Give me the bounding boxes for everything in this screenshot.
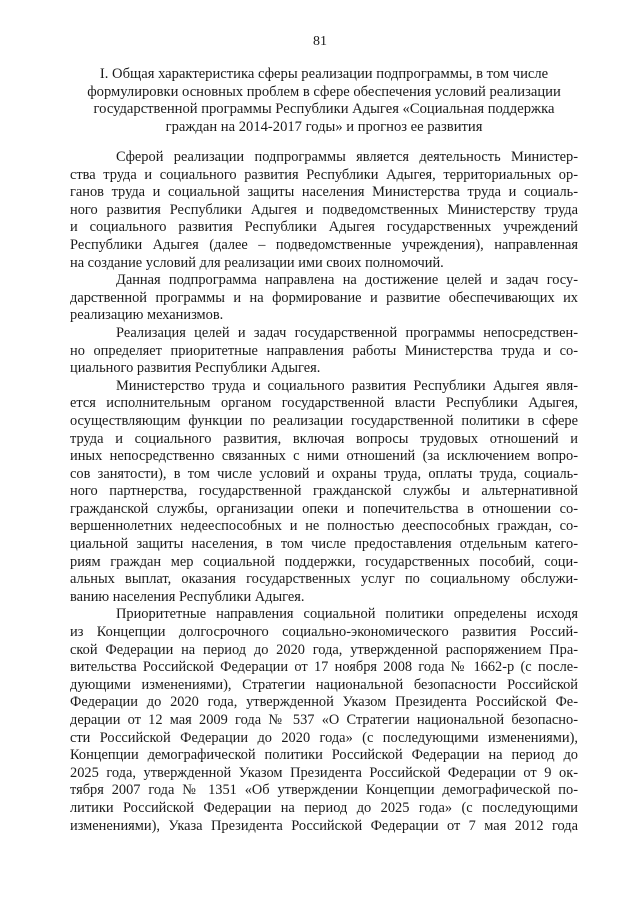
paragraph-line: дарственной программы и на формирование и развитие обеспечивающих их <box>70 289 578 306</box>
paragraph-line: ства труда и социального развития Республики Адыгея, территориальных ор- <box>70 166 578 183</box>
paragraph-line: вершеннолетних недееспособных и не полностью дееспособных граждан, со- <box>70 518 578 535</box>
paragraph-line: сти Российской Федерации до 2020 года» (с последующими изменениями), <box>70 729 578 746</box>
paragraph-line: и социального развития Республики Адыгея государственных учреждений <box>70 219 578 236</box>
paragraph-line: литики Российской Федерации на период до 2025 года» (с последующими <box>70 799 578 816</box>
paragraph-line: сов занятости), в том числе условий и охраны труда, оплаты труда, социаль- <box>70 465 578 482</box>
paragraph <box>70 149 578 272</box>
paragraph-line: ганов труда и социальной защиты населения Министерства труда и социаль- <box>70 184 578 201</box>
heading-line: формулировки основных проблем в сфере обеспечения условий реализации <box>87 83 561 100</box>
document-body <box>70 149 578 835</box>
paragraph-line: ванию населения Республики Адыгея. <box>70 588 305 605</box>
paragraph-line: реализацию механизмов. <box>70 307 224 324</box>
paragraph-line: Данная подпрограмма направлена на достижение целей и задач госу- <box>116 272 578 289</box>
page-number: 81 <box>313 34 327 49</box>
paragraph-line: 2025 года, утвержденной Указом Президента Российской Федерации от 9 ок- <box>70 764 578 781</box>
section-heading <box>70 66 578 136</box>
paragraph-line: тября 2007 года № 1351 «Об утверждении Концепции демографической по- <box>70 782 578 799</box>
paragraph-line: Министерство труда и социального развития Республики Адыгея явля- <box>116 377 578 394</box>
paragraph <box>70 325 578 378</box>
paragraph-line: ного развития Республики Адыгея и подведомственных Министерству труда <box>70 201 578 218</box>
paragraph-line: дующими изменениями), Стратегии национальной безопасности Российской <box>70 676 578 693</box>
paragraph-line: Концепции демографической политики Российской Федерации на период до <box>70 747 578 764</box>
paragraph-line: но определяет приоритетные направления работы Министерства труда и со- <box>70 342 578 359</box>
paragraph-line: Сферой реализации подпрограммы является деятельность Министер- <box>116 149 578 165</box>
paragraph-line: Республики Адыгея (далее – подведомственные учреждения), направленная <box>70 236 578 253</box>
heading-line: I. Общая характеристика сферы реализации подпрограммы, в том числе <box>99 66 549 82</box>
paragraph-line: иных непосредственно связанных с ними отношений (за исключением вопро- <box>70 448 578 465</box>
paragraph-line: риям граждан мер социальной поддержки, государственных пособий, соци- <box>70 553 578 570</box>
paragraph-line: гражданской службы, организации опеки и попечительства в отношении со- <box>70 500 578 517</box>
paragraph-line: Федерации до 2020 года, утвержденной Указом Президента Российской Фе- <box>70 694 578 711</box>
paragraph-line: на создание условий для реализации ими своих полномочий. <box>70 254 444 271</box>
paragraph <box>70 378 578 607</box>
paragraph-line: циальной защиты населения, в том числе предоставления отдельным катего- <box>70 536 578 553</box>
paragraph <box>70 272 578 325</box>
paragraph-line: изменениями), Указа Президента Российской Федерации от 7 мая 2012 года <box>70 817 578 834</box>
paragraph-line: ется исполнительным органом государственной власти Республики Адыгея, <box>70 395 578 412</box>
heading-line: государственной программы Республики Адыгея «Социальная поддержка <box>93 101 555 118</box>
paragraph-line: труда и социального развития, включая вопросы трудовых отношений и <box>70 430 578 447</box>
paragraph-line: Приоритетные направления социальной политики определены исходя <box>116 606 578 623</box>
paragraph-line: дерации от 12 мая 2009 года № 537 «О Стратегии национальной безопасно- <box>70 712 578 728</box>
paragraph <box>70 606 578 835</box>
paragraph-line: циального развития Республики Адыгея. <box>70 360 321 377</box>
paragraph-line: Реализация целей и задач государственной программы непосредствен- <box>116 324 578 341</box>
paragraph-line: ного партнерства, государственной гражданской службы и альтернативной <box>70 483 578 500</box>
paragraph-line: ской Федерации на период до 2020 года, утвержденной распоряжением Пра- <box>70 641 578 658</box>
paragraph-line: из Концепции долгосрочного социально-экономического развития Россий- <box>70 624 578 641</box>
paragraph-line: вительства Российской Федерации от 17 ноября 2008 года № 1662-р (с после- <box>70 659 578 676</box>
heading-line: граждан на 2014-2017 годы» и прогноз ее развития <box>165 118 483 135</box>
paragraph-line: альных выплат, оказания государственных услуг по социальному обслужи- <box>70 571 578 588</box>
paragraph-line: осуществляющим функции по реализации государственной политики в сфере <box>70 412 578 429</box>
